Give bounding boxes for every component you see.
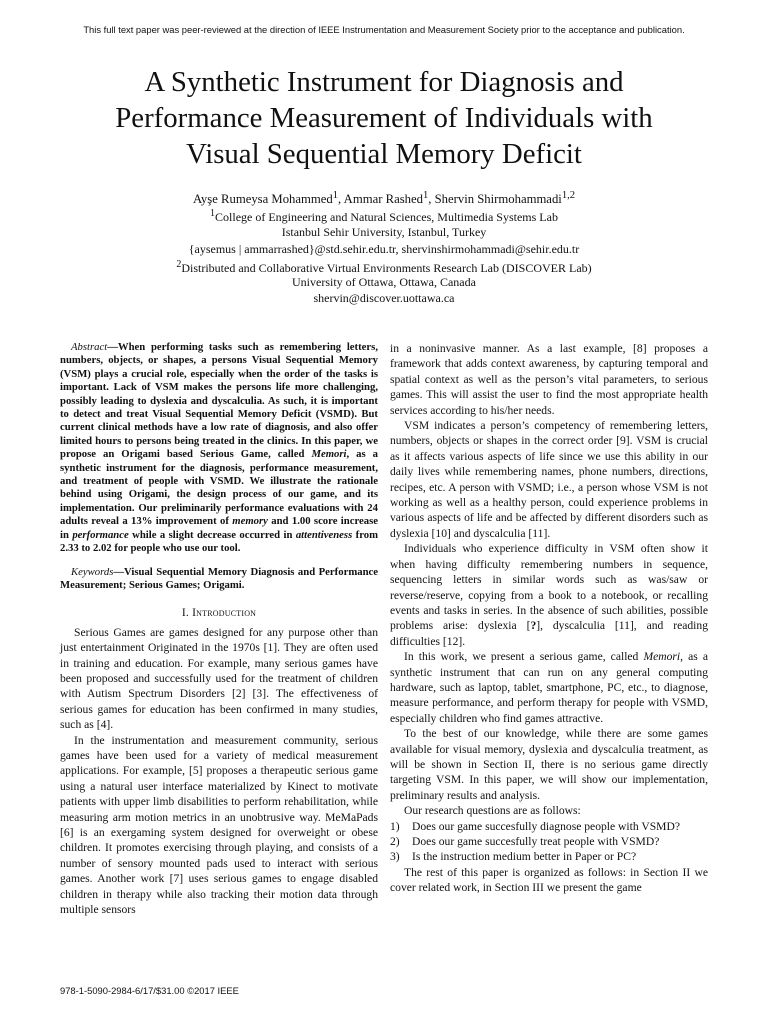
- abstract: [60, 341, 378, 556]
- question-number: 3): [390, 850, 400, 864]
- author-3-affil: 1,2: [561, 190, 576, 201]
- section-heading-introduction: [60, 605, 378, 620]
- keywords-text: Visual Sequential Memory Diagnosis and Performance Measurement; Serious Games; Origami.: [60, 565, 378, 591]
- question-text: Does our game succesfully diagnose people with VSMD?: [412, 819, 680, 833]
- title-line-2: Performance Measurement of Individuals with: [115, 102, 653, 134]
- intro-paragraph-1: Serious Games are games designed for any purpose other than just entertainment Originated in the 1970s [1]. They are often used in training and education. For example, many serious games have been proposed and successfully used for the treatment of children with Autism Spectrum Disorders [2] [3]. The effectiveness of serious games for education has been confirmed in many studies, such as [4].: [60, 625, 378, 732]
- left-column: [60, 341, 378, 917]
- question-number: 1): [390, 819, 400, 833]
- intro-paragraph-2: In the instrumentation and measurement community, serious games have been used for a variety of medical measurement applications. For example, [5] proposes a therapeutic serious game using a natural user interface materialized by Kinect to motivate patients with upper limb disabilities to perform rehabilitation, while measuring arm motion metrics in an unobtrusive way. MeMaPads [6] is an exergaming system designed for overweight or obese children. It promotes exercising through playing, and consists of a number of sensory mounted pads used to interact with serious games. Another work [7] uses serious games to engage disabled children in therapy while also tracking their motion data through multiple sensors: [60, 733, 378, 917]
- abstract-text-2: , as a synthetic instrument for the diagnosis, performance measurement, and treatment of people with VSMD. We illustrate the rationale behind using Origami, the design process of our game, and its implementation. Our preliminarily performance evaluations with 24 adults reveal a 13% improvement of: [60, 448, 378, 528]
- question-number: 2): [390, 835, 400, 848]
- research-questions-list: [390, 819, 708, 865]
- keywords: [60, 566, 378, 593]
- abstract-text-3: and 1.00 score increase in: [60, 515, 378, 541]
- abstract-term-memory: memory: [232, 515, 268, 528]
- affiliation-2-email: shervin@discover.uottawa.ca: [313, 291, 455, 305]
- affiliation-1-marker: 1: [210, 208, 216, 219]
- paper-title: [60, 64, 708, 172]
- author-1: Ayşe Rumeysa Mohammed: [192, 192, 333, 207]
- abstract-text-1: When performing tasks such as remembering letters, numbers, objects, or shapes, a persons Visual Sequential Memory (VSM) plays a crucial role, especially when the order of the tasks is important. Lack of VSM makes the persons life more challenging, possibly leading to dyslexia and dyscalculia. As such, it is important to detect and treat Visual Sequential Memory Deficit (VSMD). But current clinical methods have a low rate of diagnosis, and also offer limited hours to persons being treated in the clinics. In this paper, we propose an Origami based Serious Game, called: [60, 341, 378, 461]
- missing-citation-mark: ?: [530, 619, 537, 633]
- affiliation-1-line-2: Istanbul Sehir University, Istanbul, Turkey: [281, 225, 487, 239]
- title-line-3: Visual Sequential Memory Deficit: [186, 138, 582, 170]
- abstract-term-performance: performance: [72, 528, 129, 541]
- author-2: , Ammar Rashed: [338, 192, 423, 207]
- author-1-affil: 1: [332, 190, 339, 201]
- abstract-game-name: Memori: [311, 448, 347, 461]
- list-item: [390, 849, 708, 864]
- affiliation-2-line-2: University of Ottawa, Ottawa, Canada: [292, 275, 476, 289]
- question-text: Does our game succesfully treat people with VSMD?: [412, 835, 660, 848]
- title-line-1: A Synthetic Instrument for Diagnosis and: [144, 66, 624, 98]
- game-name: Memori: [643, 650, 681, 664]
- affiliation-2-name: Distributed and Collaborative Virtual Environments Research Lab (DISCOVER Lab): [181, 261, 592, 275]
- right-column: [390, 341, 708, 896]
- question-text: Is the instruction medium better in Paper or PC?: [412, 850, 637, 864]
- abstract-text-5: from 2.33 to 2.02 for people who use our tool.: [60, 528, 378, 555]
- copyright-footer: 978-1-5090-2984-6/17/$31.00 ©2017 IEEE: [60, 985, 239, 996]
- author-2-affil: 1: [422, 190, 429, 201]
- peer-review-notice: This full text paper was peer-reviewed at the direction of IEEE Instrumentation and Measurement Society prior to the acceptance and publication.: [83, 24, 685, 35]
- abstract-dash: —: [107, 341, 118, 353]
- section-number: I.: [181, 606, 193, 620]
- author-3: , Shervin Shirmohammadi: [428, 192, 562, 207]
- research-questions-intro: Our research questions are as follows:: [404, 804, 581, 818]
- abstract-label: Abstract: [71, 341, 108, 353]
- affiliation-1-emails: {aysemus | ammarrashed}@std.sehir.edu.tr, shervinshirmohammadi@sehir.edu.tr: [188, 242, 580, 256]
- keywords-dash: —: [113, 565, 125, 578]
- right-paragraph-1: in a noninvasive manner. As a last example, [8] proposes a framework that adds context awareness, by capturing temporal and spatial context as well as the person’s vital parameters, to serious games. This will assist the user to find the most appropriate health services according to his/her needs.: [390, 342, 708, 417]
- affiliation-2-marker: 2: [176, 259, 182, 270]
- affiliation-1-line-1: [0, 206, 768, 225]
- abstract-text-4: while a slight decrease occurred in: [128, 528, 296, 541]
- right-paragraph-4-a: In this work, we present a serious game, called: [404, 650, 644, 664]
- list-item: [390, 834, 708, 849]
- list-item: [390, 819, 708, 834]
- right-paragraph-2: VSM indicates a person’s competency of remembering letters, numbers, objects or shapes in the correct order [9]. VSM is crucial as it affects various aspects of life since we use this ability in our daily lives while remembering names, phone numbers, directions, recipes, etc. A person with VSMD; i.e., a person whose VSM is not working as well as a healthy person, could experience problems in various aspects of life and be affected by different disorders such as dyslexia [10] and dyscalculia [11].: [390, 419, 708, 540]
- section-title: Introduction: [192, 606, 257, 620]
- right-paragraph-3-a: Individuals who experience difficulty in VSM often show it when having difficulty remembering numbers in sequence, sequencing letters in similar words such as was/saw or reverse/reserve, copying from a book to a notebook, or recalling events and tasks in series. In the absence of such abilities, possible problems arise: dyslexia [: [390, 542, 708, 633]
- right-paragraph-5: To the best of our knowledge, while there are some games available for visual memory, dyslexia and dyscalculia treatment, as will be shown in Section II, there is no serious game directly targeting VSM. In this paper, we will show our implementation, preliminary results and analysis.: [390, 727, 708, 802]
- abstract-term-attentiveness: attentiveness: [295, 528, 353, 541]
- affiliation-1-name: College of Engineering and Natural Sciences, Multimedia Systems Lab: [215, 210, 558, 224]
- right-paragraph-4-b: , as a synthetic instrument that can run on any general computing hardware, such as laptop, tablet, smartphone, PC, etc., to diagnose, measure performance, and perform therapy for people with VSMD, especially children who find games attractive.: [390, 650, 708, 725]
- right-paragraph-3-b: ], dyscalculia [11], and reading difficulties [12].: [390, 619, 708, 648]
- right-paragraph-4: [390, 649, 708, 726]
- keywords-label: Keywords: [71, 565, 114, 578]
- right-paragraph-3: [390, 541, 708, 649]
- right-paragraph-7: The rest of this paper is organized as follows: in Section II we cover related work, in Section III we present the game: [390, 865, 708, 895]
